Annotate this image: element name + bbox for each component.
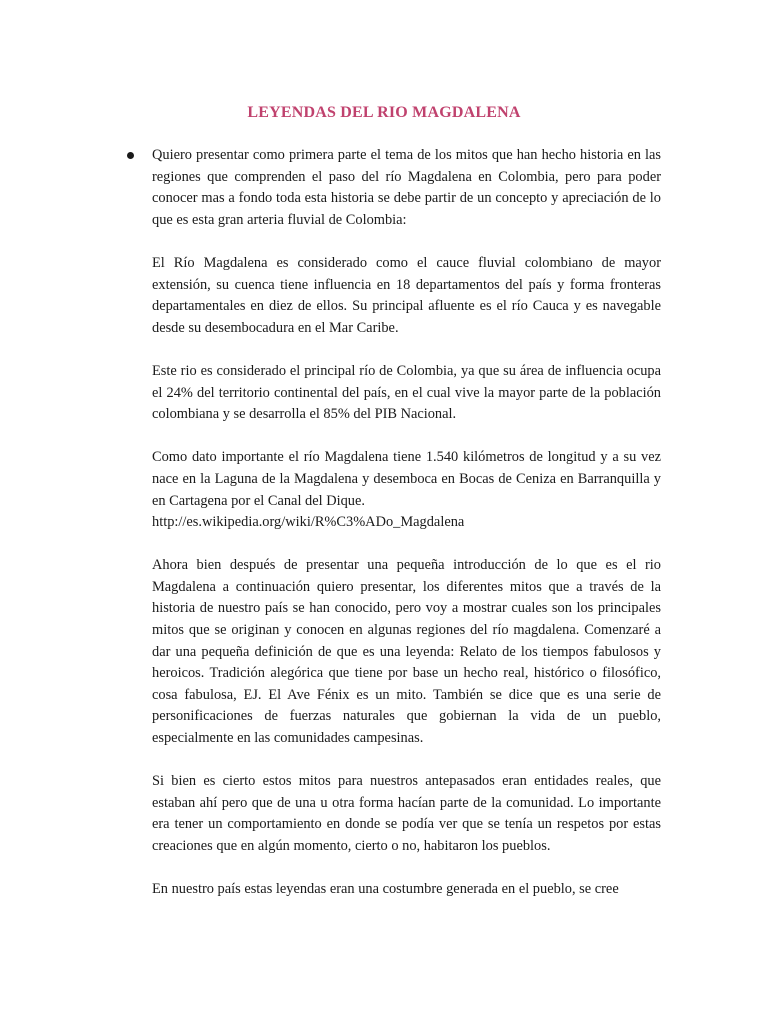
paragraph-myths-definition: Ahora bien después de presentar una pequeña introducción de lo que es el rio Magdalena a continuación quiero presentar, los diferentes mitos que a través de la historia de nuestro país se han conocido, pero voy a mostrar cuales son los principales mitos que se originan y conocen en algunas regiones del río magdalena. Comenzaré a dar una pequeña definición de que es una leyenda: Relato de los tiempos fabulosos y heroicos. Tradición alegórica que tiene por base un hecho real, histórico o filosófico, cosa fabulosa, EJ. El Ave Fénix es un mito. También se dice que es una serie de personificaciones de fuerzas naturales que gobiernan la vida de un pueblo, especialmente en las comunidades campesinas. (152, 557, 661, 747)
paragraph-legends-custom: En nuestro país estas leyendas eran una costumbre generada en el pueblo, se cree (152, 881, 619, 898)
paragraph-river-importance: Este rio es considerado el principal río de Colombia, ya que su área de influencia ocupa el 24% del territorio continental del país, en el cual vive la mayor parte de la población colombiana y se desarrolla el 85% del PIB Nacional. (152, 362, 661, 423)
document-title: LEYENDAS DEL RIO MAGDALENA (247, 104, 521, 121)
paragraph-river-length: Como dato importante el río Magdalena tiene 1.540 kilómetros de longitud y a su vez nace en la Laguna de la Magdalena y desemboca en Bocas de Ceniza en Barranquilla y en Cartagena por el Canal del Dique. (152, 449, 661, 509)
paragraph-ancestors: Si bien es cierto estos mitos para nuestros antepasados eran entidades reales, que estaban ahí pero que de una u otra forma hacían parte de la comunidad. Lo importante era tener un comportamiento en donde se podía ver que se tenía un respetos por estas creaciones que en algún momento, cierto o no, habitaron los pueblos. (152, 773, 661, 854)
document-body (152, 145, 661, 901)
paragraph-river-description: El Río Magdalena es considerado como el cauce fluvial colombiano de mayor extensión, su cuenca tiene influencia en 18 departamentos del país y forma fronteras departamentales en diez de ellos. Su principal afluente es el río Cauca y es navegable desde su desembocadura en el Mar Caribe. (152, 254, 661, 336)
paragraph-intro: Quiero presentar como primera parte el tema de los mitos que han hecho historia en las regiones que comprenden el paso del río Magdalena en Colombia, pero para poder conocer mas a fondo toda esta historia se debe partir de un concepto y apreciación de lo que es esta gran arteria fluvial de Colombia: (152, 147, 661, 228)
bullet-icon (127, 152, 134, 159)
source-link: http://es.wikipedia.org/wiki/R%C3%ADo_Magdalena (152, 514, 465, 531)
